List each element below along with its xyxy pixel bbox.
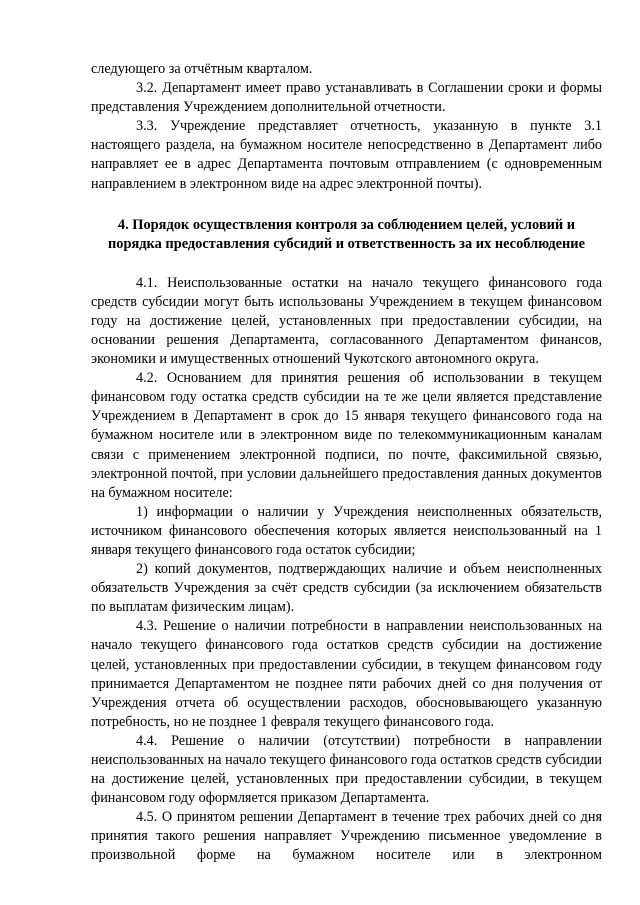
- section-4-heading: 4. Порядок осуществления контроля за соблюдением целей, условий и порядка предоставления субсидий и ответственность за их несоблюдение: [107, 216, 585, 252]
- paragraph-3-3: 3.3. Учреждение представляет отчетность, указанную в пункте 3.1 настоящего раздела, на бумажном носителе непосредственно в Департамент либо направляет ее в адрес Департамента почтовым отправлением (с одновременным направлением в электронном виде на адрес электронной почты).: [91, 118, 602, 192]
- paragraph-4-2-item-1: 1) информации о наличии у Учреждения неисполненных обязательств, источником финансового обеспечения которых является неиспользованный на 1 января текущего финансового года остаток субсидии;: [91, 503, 602, 558]
- paragraph-4-1: 4.1. Неиспользованные остатки на начало текущего финансового года средств субсидии могут быть использованы Учреждением в текущем финансовом году на достижение целей, установленных при предоставлении субсидии, на основании решения Департамента, согласованного Департаментом финансов, экономики и имущественных отношений Чукотского автономного округа.: [91, 274, 602, 368]
- paragraph-3-1-continuation: следующего за отчётным кварталом.: [91, 61, 313, 77]
- paragraph-4-5: 4.5. О принятом решении Департамент в течение трех рабочих дней со дня принятия такого решения направляет Учреждению письменное уведомление в произвольной форме на бумажном носителе или в электронном: [91, 809, 602, 864]
- paragraph-4-2-item-2: 2) копий документов, подтверждающих наличие и объем неисполненных обязательств Учреждения за счёт средств субсидии (за исключением обязательств по выплатам физическим лицам).: [91, 561, 602, 616]
- paragraph-3-2: 3.2. Департамент имеет право устанавливать в Соглашении сроки и формы представления Учреждением дополнительной отчетности.: [91, 80, 602, 116]
- document-page: [91, 60, 602, 866]
- paragraph-4-3: 4.3. Решение о наличии потребности в направлении неиспользованных на начало текущего финансового года остатков средств субсидии на достижение целей, установленных при предоставлении субсидии, в текущем финансовом году принимается Департаментом не позднее пяти рабочих дней со дня получения от Учреждения отчета об осуществлении расходов, обосновывающего указанную потребность, но не позднее 1 февраля текущего финансового года.: [91, 618, 602, 730]
- paragraph-4-2: 4.2. Основанием для принятия решения об использовании в текущем финансовом году остатка средств субсидии на те же цели является представление Учреждением в Департамент в срок до 15 января текущего финансового года на бумажном носителе или в электронном виде по телекоммуникационным каналам связи с применением электронной подписи, по почте, факсимильной связью, электронной почтой, при условии дальнейшего предоставления данных документов на бумажном носителе:: [91, 370, 602, 501]
- paragraph-4-4: 4.4. Решение о наличии (отсутствии) потребности в направлении неиспользованных на начало текущего финансового года остатков средств субсидии на достижение целей, установленных при предоставлении субсидии, в текущем финансовом году оформляется приказом Департамента.: [91, 732, 602, 807]
